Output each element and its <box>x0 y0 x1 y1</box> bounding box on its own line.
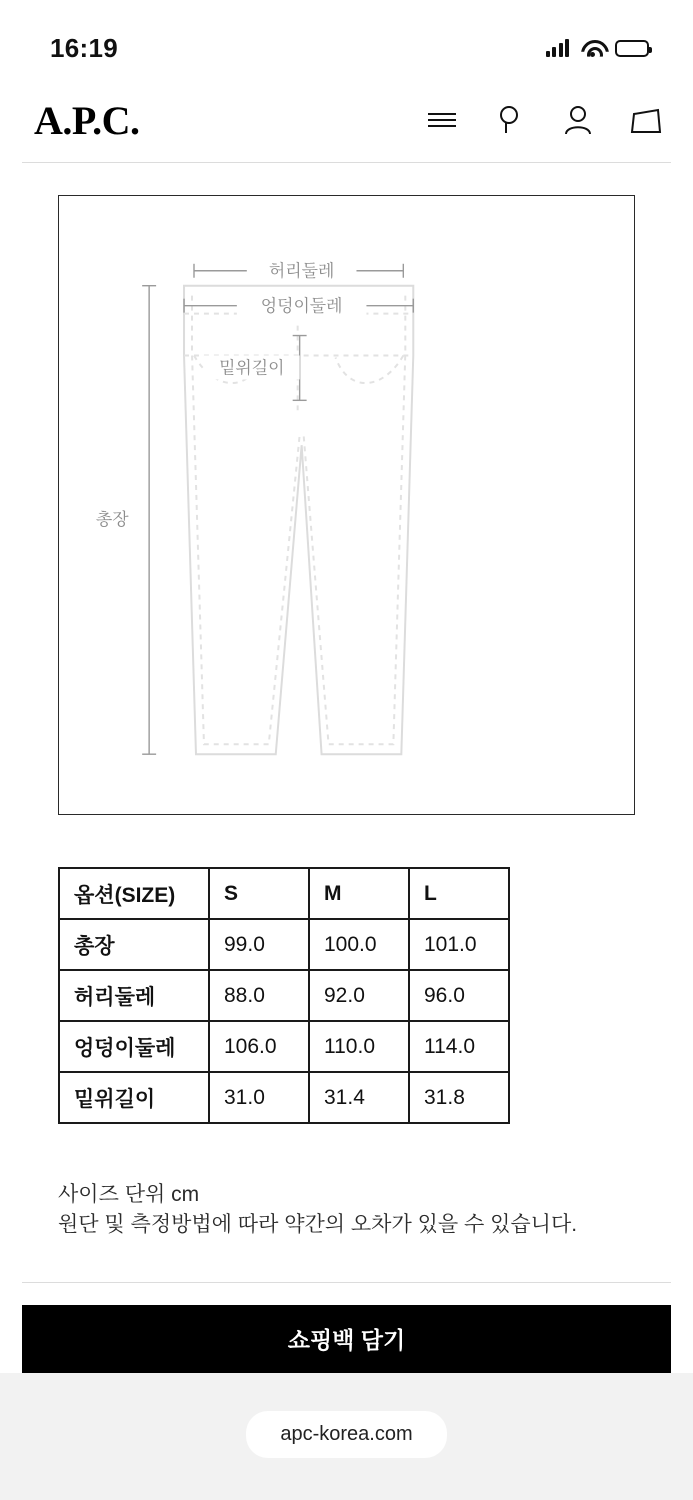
cell-l: 101.0 <box>409 919 509 970</box>
cell-m: 100.0 <box>309 919 409 970</box>
col-header-option: 옵션(SIZE) <box>59 868 209 919</box>
cell-l: 114.0 <box>409 1021 509 1072</box>
table-row <box>59 1072 509 1123</box>
account-icon[interactable] <box>561 103 595 137</box>
table-row <box>59 919 509 970</box>
site-header <box>0 78 693 162</box>
row-label: 총장 <box>59 919 209 970</box>
cell-s: 99.0 <box>209 919 309 970</box>
note-tolerance: 원단 및 측정방법에 따라 약간의 오차가 있을 수 있습니다. <box>58 1212 578 1236</box>
status-icons <box>546 39 650 57</box>
wifi-icon <box>580 39 604 57</box>
row-label: 허리둘레 <box>59 970 209 1021</box>
size-notes <box>58 1180 635 1240</box>
cell-l: 96.0 <box>409 970 509 1021</box>
menu-icon[interactable] <box>425 103 459 137</box>
col-header-l: L <box>409 868 509 919</box>
cell-s: 106.0 <box>209 1021 309 1072</box>
shopping-bag-icon[interactable] <box>629 103 663 137</box>
diagram-label-waist: 허리둘레 <box>268 261 335 281</box>
size-diagram <box>58 195 635 815</box>
row-label: 엉덩이둘레 <box>59 1021 209 1072</box>
cell-s: 88.0 <box>209 970 309 1021</box>
add-to-bag-button[interactable]: 쇼핑백 담기 <box>22 1305 671 1373</box>
address-bar[interactable]: apc-korea.com <box>246 1411 446 1458</box>
row-label: 밑위길이 <box>59 1072 209 1123</box>
browser-bottom-bar <box>0 1373 693 1500</box>
table-header-row <box>59 868 509 919</box>
signal-bars-icon <box>546 39 570 57</box>
diagram-label-hip: 엉덩이둘레 <box>260 296 343 316</box>
table-row <box>59 970 509 1021</box>
search-icon[interactable] <box>493 103 527 137</box>
table-row <box>59 1021 509 1072</box>
cell-m: 92.0 <box>309 970 409 1021</box>
cell-m: 31.4 <box>309 1072 409 1123</box>
cell-s: 31.0 <box>209 1072 309 1123</box>
cell-l: 31.8 <box>409 1072 509 1123</box>
header-icon-group <box>425 103 663 137</box>
col-header-s: S <box>209 868 309 919</box>
diagram-label-total: 총장 <box>95 509 129 529</box>
col-header-m: M <box>309 868 409 919</box>
size-table-wrap <box>58 867 635 1124</box>
diagram-label-rise: 밑위길이 <box>219 358 285 378</box>
brand-logo[interactable]: A.P.C. <box>34 97 140 143</box>
product-size-content <box>22 162 671 1283</box>
status-time: 16:19 <box>50 32 118 63</box>
cell-m: 110.0 <box>309 1021 409 1072</box>
status-bar <box>0 0 693 78</box>
note-unit: 사이즈 단위 cm <box>58 1183 200 1206</box>
battery-icon <box>615 40 649 57</box>
size-table <box>58 867 510 1124</box>
